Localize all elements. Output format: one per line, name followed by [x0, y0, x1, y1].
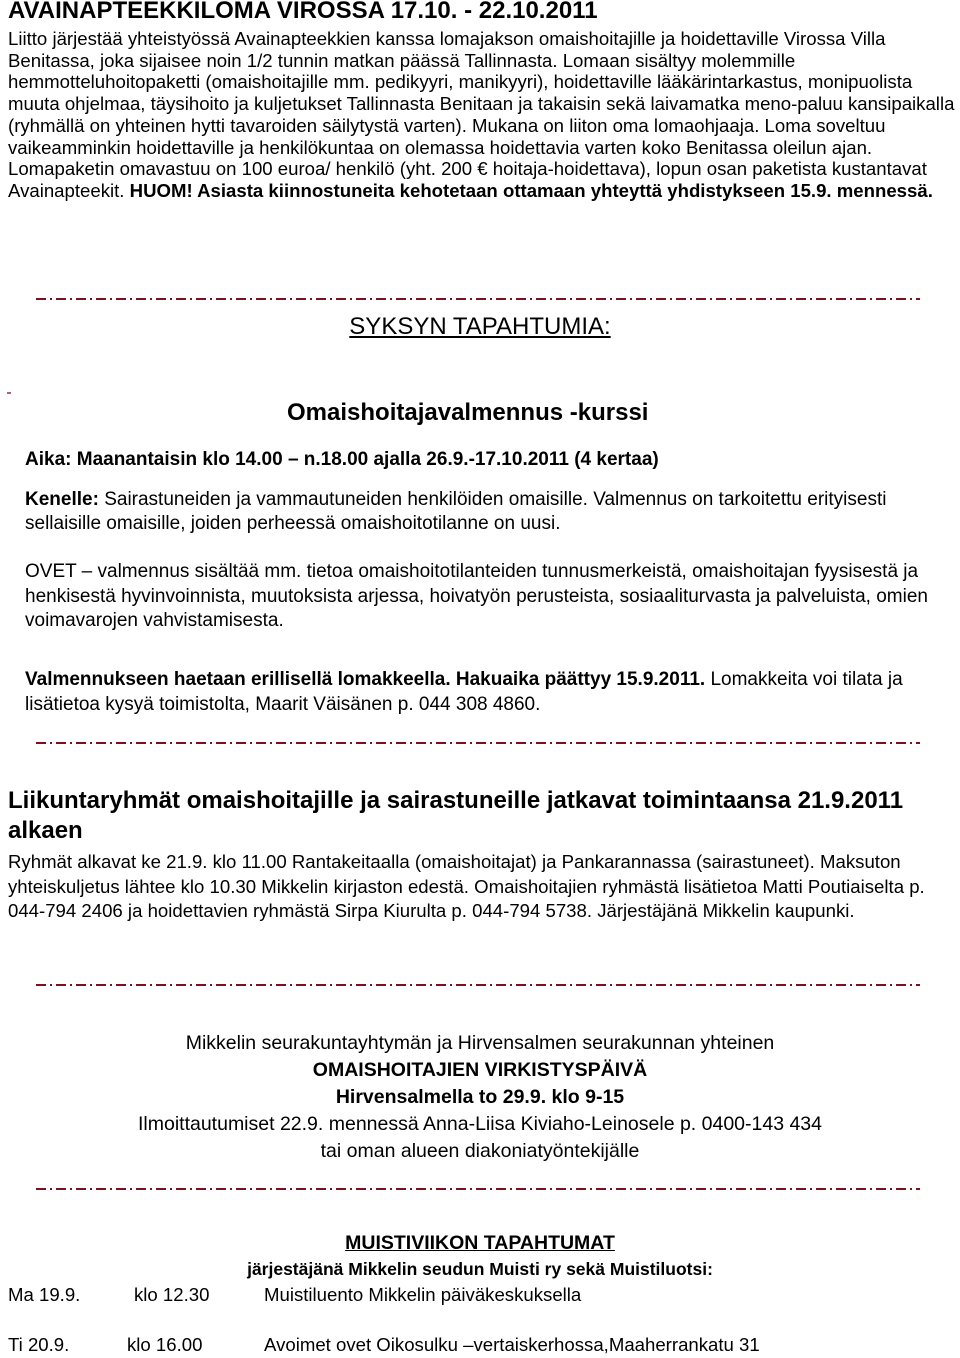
course-apply-text: Lomakkeita voi tilata ja lisätietoa kysyä toimistolta, Maarit Väisänen p. 044 308 4860.: [25, 669, 903, 715]
event-desc: Avoimet ovet Oikosulku –vertaiskerhossa,Maaherrankatu 31: [264, 1334, 760, 1355]
divider-dashed: [36, 740, 920, 746]
exercise-body: Ryhmät alkavat ke 21.9. klo 11.00 Rantakeitaalla (omaishoitajat) ja Pankarannassa (sairastuneet). Maksuton yhteiskuljetus lähtee klo 10.30 Mikkelin kirjaston edestä. Omaishoitajien ryhmästä lisätietoa Matti Poutiaiselta p. 044-794 2406 ja hoidettavien ryhmästä Sirpa Kiurulta p. 044-794 5738. Järjestäjänä Mikkelin kaupunki.: [8, 851, 925, 921]
recreation-line5: tai oman alueen diakoniatyöntekijälle: [320, 1140, 640, 1162]
recreation-line4: Ilmoittautumiset 22.9. mennessä Anna-Liisa Kiviaho-Leinosele p. 0400-143 434: [137, 1113, 822, 1135]
course-content: OVET – valmennus sisältää mm. tietoa omaishoitotilanteiden tunnusmerkeistä, omaishoitajan fyysisestä ja henkisestä hyvinvoinnista, muutoksista arjessa, hoivatyön perusteista, sosiaaliturvasta ja palveluista, omien voimavarojen vahvistamisesta.: [25, 561, 928, 631]
event-time: klo 16.00: [127, 1334, 203, 1355]
event-day: Ma 19.9.: [8, 1284, 81, 1305]
course-title: Omaishoitajavalmennus -kurssi: [287, 399, 649, 426]
course-for: [25, 488, 955, 536]
divider-dashed: [36, 296, 920, 302]
trip-body-text: Liitto järjestää yhteistyössä Avainapteekkien kanssa lomajakson omaishoitajille ja hoidettaville Virossa Villa Benitassa, joka sijaisee noin 1/2 tunnin matkan päässä Tallinnasta. Lomaan sisältyy molemmille hemmotteluhoitopaketti (omaishoitajille mm. pedikyyri, manikyyri), hoidettaville lääkärintarkastus, monipuolista muuta ohjelmaa, täysihoito ja kuljetukset Tallinnasta Benitaan ja takaisin sekä laivamatka meno-paluu kansipaikalla (ryhmällä on yhteinen hytti tavaroiden säilytystä varten). Mukana on liiton oma lomaohjaaja. Loma soveltuu vaikeamminkin hoidettaville ja henkilökuntaa on olemassa hoidettavia varten koko Benitassa oleilun ajan. Lomapaketin omavastuu on 100 euroa/ henkilö (yht. 200 € hoitaja-hoidettava), lopun osan paketista kustantavat Avainapteekit.: [8, 28, 955, 201]
autumn-heading: SYKSYN TAPAHTUMIA:: [349, 313, 611, 340]
trip-title: AVAINAPTEEKKILOMA VIROSSA 17.10. - 22.10.2011: [8, 0, 598, 24]
trip-body-bold: HUOM! Asiasta kiinnostuneita kehotetaan ottamaan yhteyttä yhdistykseen 15.9. mennessä.: [129, 179, 933, 201]
course-apply: [25, 668, 955, 717]
memory-heading: MUISTIVIIKON TAPAHTUMAT: [345, 1232, 615, 1254]
memory-subheading: järjestäjänä Mikkelin seudun Muisti ry sekä Muistiluotsi:: [247, 1259, 713, 1279]
recreation-line2: OMAISHOITAJIEN VIRKISTYSPÄIVÄ: [312, 1059, 648, 1081]
event-day: Ti 20.9.: [8, 1334, 70, 1355]
course-time: Aika: Maanantaisin klo 14.00 – n.18.00 ajalla 26.9.-17.10.2011 (4 kertaa): [25, 449, 659, 470]
event-desc: Muistiluento Mikkelin päiväkeskuksella: [264, 1284, 582, 1305]
trip-body: [8, 28, 956, 202]
small-mark: [7, 392, 11, 394]
divider-dashed: [36, 982, 920, 988]
recreation-line3: Hirvensalmella to 29.9. klo 9-15: [335, 1086, 625, 1108]
course-for-text: Sairastuneiden ja vammautuneiden henkilöiden omaisille. Valmennus on tarkoitettu erityisesti sellaisille omaisille, joiden perheessä omaishoitotilanne on uusi.: [25, 489, 887, 534]
course-apply-bold: Valmennukseen haetaan erillisellä lomakkeella. Hakuaika päättyy 15.9.2011.: [25, 669, 706, 690]
divider-dashed: [36, 1186, 920, 1192]
exercise-title: Liikuntaryhmät omaishoitajille ja sairastuneille jatkavat toimintaansa 21.9.2011 alkaen: [8, 787, 904, 844]
event-time: klo 12.30: [134, 1284, 210, 1305]
course-for-label: Kenelle:: [25, 489, 99, 510]
recreation-line1: Mikkelin seurakuntayhtymän ja Hirvensalmen seurakunnan yhteinen: [185, 1032, 775, 1054]
